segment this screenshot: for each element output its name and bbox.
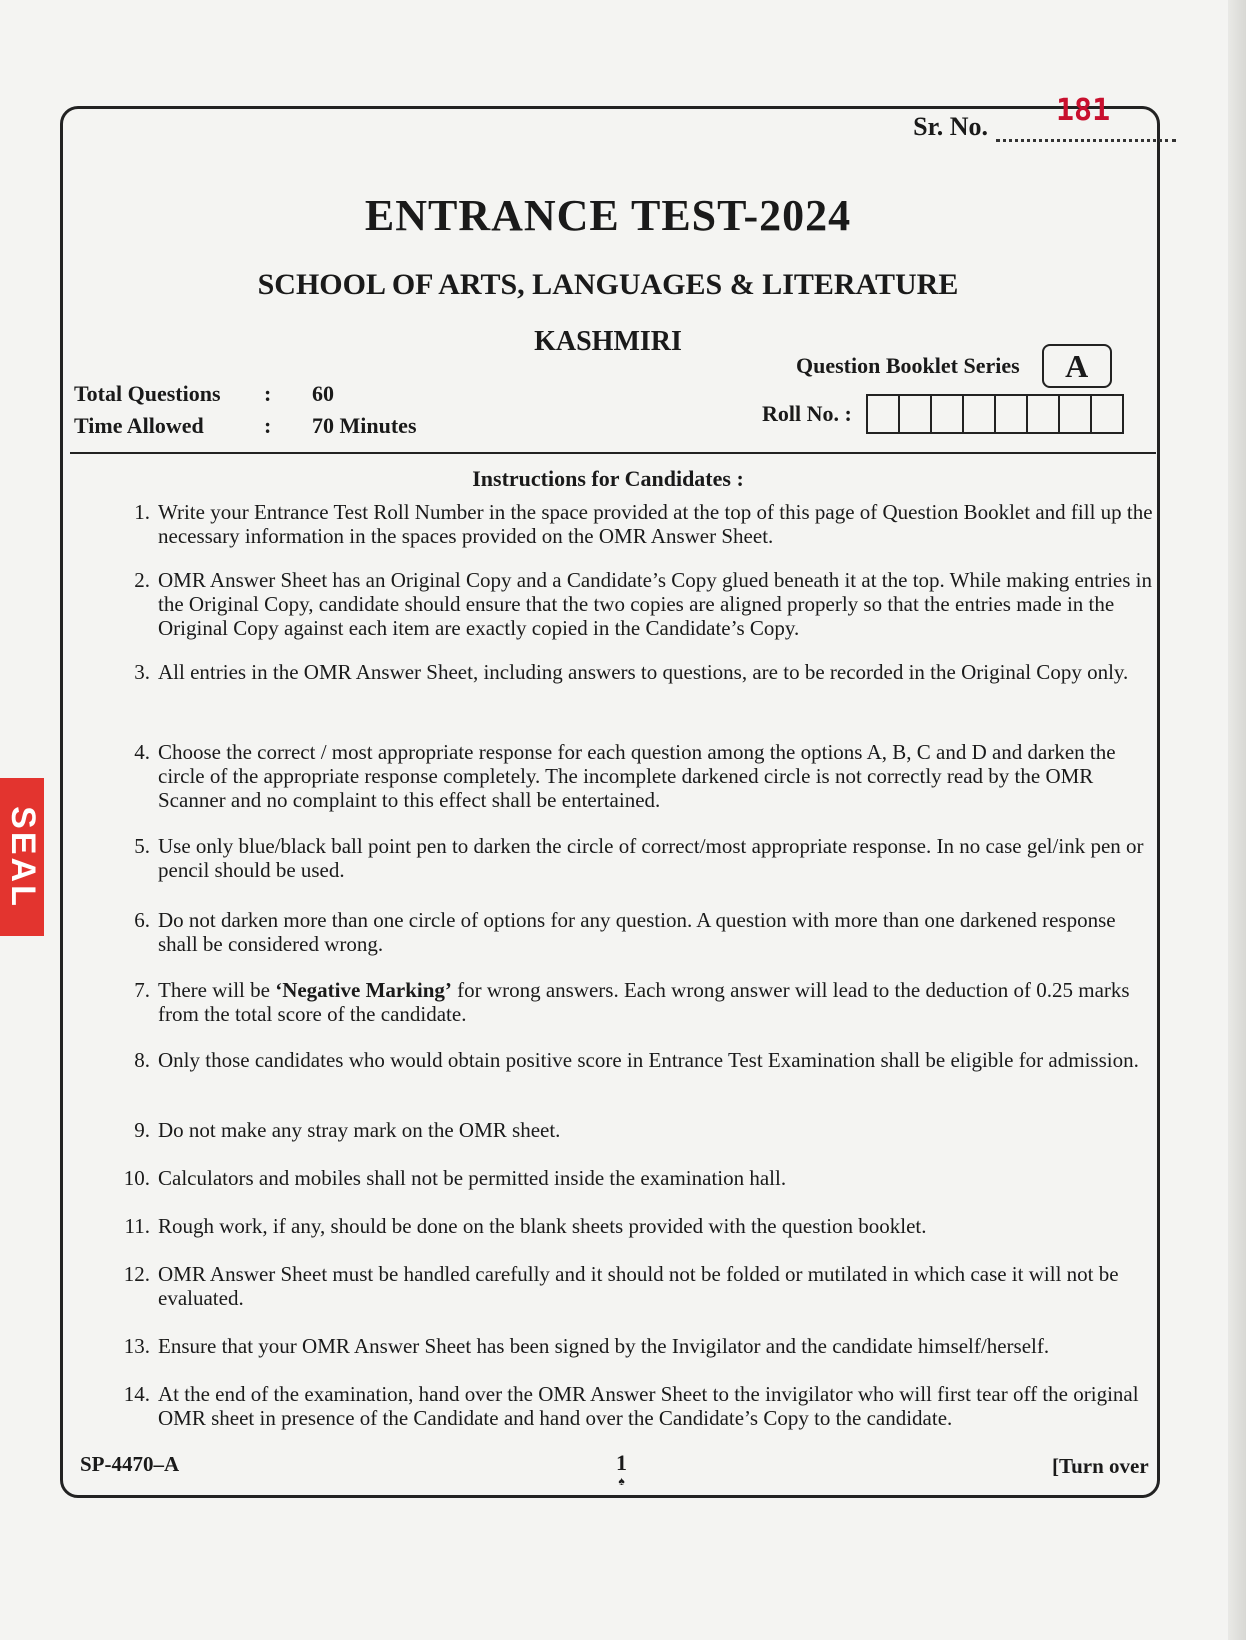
instruction-item: 11. Rough work, if any, should be done on the blank sheets provided with the question booklet. [124, 1214, 927, 1238]
seal-label: SEAL [3, 805, 42, 909]
total-questions-label: Total Questions [74, 381, 221, 406]
roll-number-boxes[interactable] [866, 394, 1124, 434]
instruction-item: 1. Write your Entrance Test Roll Number in the space provided at the top of this page of Question Booklet and fill up the necessary information in the spaces provided on the OMR Answer Sheet. [134, 500, 1153, 548]
page-number [616, 1450, 627, 1486]
roll-number-cell[interactable] [1060, 396, 1092, 432]
spade-icon: ♠ [618, 1474, 625, 1488]
instruction-item: 3. All entries in the OMR Answer Sheet, including answers to questions, are to be recorded in the Original Copy only. [134, 660, 1129, 684]
booklet-series-value: A [1042, 344, 1112, 388]
roll-number [762, 394, 1124, 434]
booklet-code: SP-4470–A [80, 1452, 180, 1476]
subject-name: KASHMIRI [534, 326, 682, 357]
instruction-item: 8. Only those candidates who would obtain positive score in Entrance Test Examination shall be eligible for admission. [134, 1048, 1139, 1072]
colon: : [264, 413, 272, 438]
roll-number-cell[interactable] [932, 396, 964, 432]
instruction-item: 13. Ensure that your OMR Answer Sheet has been signed by the Invigilator and the candidate himself/herself. [123, 1334, 1050, 1358]
instruction-item: 12. OMR Answer Sheet must be handled carefully and it should not be folded or mutilated in which case it will not be evaluated. [123, 1262, 1119, 1310]
page-edge [1228, 0, 1246, 1640]
instruction-item: 5. Use only blue/black ball point pen to darken the circle of correct/most appropriate response. In no case gel/ink pen or pencil should be used. [134, 834, 1144, 882]
serial-number [913, 93, 1176, 142]
roll-number-cell[interactable] [868, 396, 900, 432]
serial-label: Sr. No. [913, 112, 988, 141]
exam-meta [74, 378, 417, 442]
instructions-heading: Instructions for Candidates : [472, 466, 744, 491]
instruction-item: 6. Do not darken more than one circle of options for any question. A question with more than one darkened response shall be considered wrong. [134, 908, 1116, 956]
roll-number-cell[interactable] [1028, 396, 1060, 432]
seal-tab [0, 778, 44, 936]
total-questions-value: 60 [312, 381, 334, 406]
instruction-item: 2. OMR Answer Sheet has an Original Copy and a Candidate’s Copy glued beneath it at the top. While making entries in the Original Copy, candidate should ensure that the two copies are aligned properly so that the entries made in the Original Copy against each item are exactly copied in the Candidate’s Copy. [134, 568, 1153, 640]
page-title: ENTRANCE TEST-2024 [364, 191, 852, 240]
instruction-item: 4. Choose the correct / most appropriate response for each question among the options A, B, C and D and darken the circle of the appropriate response completely. The incomplete darkened circle is not correctly read by the OMR Scanner and no complaint to this effect shall be entertained. [134, 740, 1116, 812]
instruction-item: 14. At the end of the examination, hand over the OMR Answer Sheet to the invigilator who will first tear off the original OMR sheet in presence of the Candidate and hand over the Candidate’s Copy to the candidate. [123, 1382, 1139, 1430]
instruction-item: 9. Do not make any stray mark on the OMR sheet. [134, 1118, 561, 1142]
time-allowed-row [74, 410, 417, 442]
serial-value: 181 [1056, 93, 1111, 128]
roll-number-cell[interactable] [964, 396, 996, 432]
total-questions-row [74, 378, 417, 410]
turn-over-note: [Turn over [1052, 1454, 1149, 1478]
colon: : [264, 381, 272, 406]
serial-field [996, 93, 1176, 142]
page-number-value: 1 [616, 1450, 627, 1475]
divider [70, 452, 1156, 454]
roll-number-cell[interactable] [996, 396, 1028, 432]
booklet-series [796, 344, 1112, 388]
booklet-series-label: Question Booklet Series [796, 353, 1020, 378]
school-name: SCHOOL OF ARTS, LANGUAGES & LITERATURE [257, 268, 959, 301]
roll-number-cell[interactable] [900, 396, 932, 432]
instruction-item: 10. Calculators and mobiles shall not be permitted inside the examination hall. [123, 1166, 787, 1190]
time-allowed-value: 70 Minutes [312, 413, 417, 438]
roll-number-label: Roll No. : [762, 401, 852, 426]
negative-marking-emphasis: ‘Negative Marking’ [275, 978, 452, 1002]
roll-number-cell[interactable] [1092, 396, 1122, 432]
time-allowed-label: Time Allowed [74, 413, 204, 438]
instruction-item: 7. There will be ‘Negative Marking’ for wrong answers. Each wrong answer will lead to the deduction of 0.25 marks from the total score of the candidate. [134, 978, 1130, 1026]
